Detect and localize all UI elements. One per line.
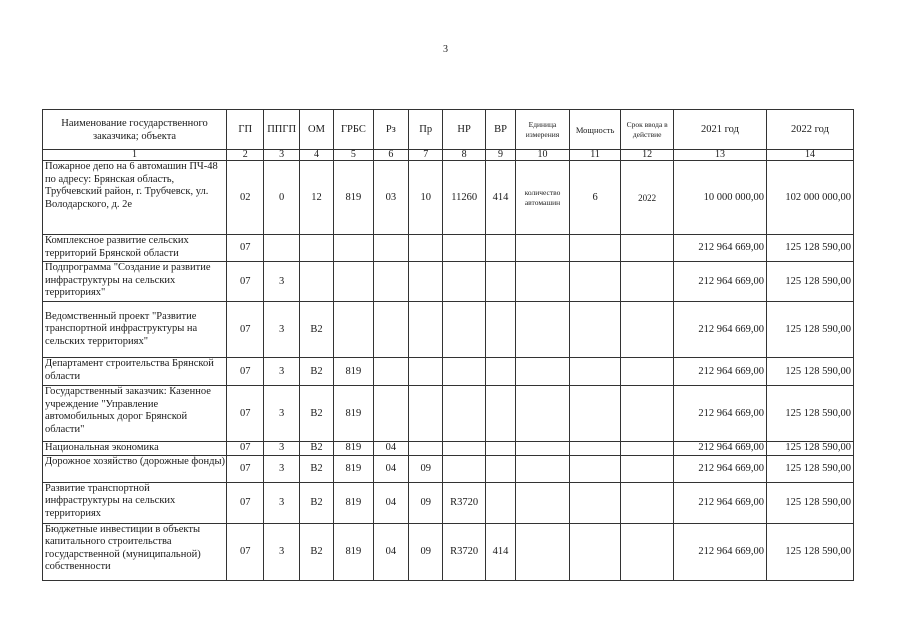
cell-capacity: 6 <box>569 161 621 235</box>
cell-capacity <box>569 386 621 442</box>
cell-2021: 212 964 669,00 <box>673 482 766 523</box>
cell-rz <box>373 358 408 386</box>
cell-unit <box>516 358 570 386</box>
index-cell: 10 <box>516 150 570 161</box>
cell-pr <box>409 302 443 358</box>
cell-unit <box>516 262 570 302</box>
cell-ppgp: 3 <box>264 262 299 302</box>
cell-om: В2 <box>299 482 333 523</box>
row-name: Подпрограмма "Создание и развитие инфраструктуры на сельских территориях" <box>43 262 227 302</box>
table-row <box>43 442 854 456</box>
table-row <box>43 482 854 523</box>
cell-unit <box>516 302 570 358</box>
header-2021: 2021 год <box>673 110 766 150</box>
table-row <box>43 523 854 580</box>
cell-2022: 125 128 590,00 <box>766 386 853 442</box>
cell-nr <box>443 386 485 442</box>
cell-commissioning <box>621 235 674 262</box>
row-name: Комплексное развитие сельских территорий Брянской области <box>43 235 227 262</box>
cell-ppgp: 0 <box>264 161 299 235</box>
row-name: Национальная экономика <box>43 442 227 456</box>
cell-gp: 07 <box>227 386 264 442</box>
header-capacity: Мощность <box>569 110 621 150</box>
cell-ppgp: 3 <box>264 358 299 386</box>
cell-vr <box>485 262 515 302</box>
row-name: Департамент строительства Брянской области <box>43 358 227 386</box>
cell-nr: R3720 <box>443 482 485 523</box>
table-row <box>43 262 854 302</box>
cell-commissioning <box>621 482 674 523</box>
row-name: Государственный заказчик: Казенное учреждение "Управление автомобильных дорог Брянской области" <box>43 386 227 442</box>
cell-om: В2 <box>299 455 333 482</box>
cell-grbs: 819 <box>334 161 373 235</box>
index-cell: 1 <box>43 150 227 161</box>
cell-2022: 125 128 590,00 <box>766 523 853 580</box>
cell-om: В2 <box>299 302 333 358</box>
row-name: Пожарное депо на 6 автомашин ПЧ-48 по адресу: Брянская область, Трубчевский район, г. Трубчевск, ул. Володарского, д. 2е <box>43 161 227 235</box>
cell-nr: 11260 <box>443 161 485 235</box>
cell-2022: 125 128 590,00 <box>766 482 853 523</box>
cell-pr: 09 <box>409 482 443 523</box>
cell-pr: 09 <box>409 523 443 580</box>
cell-ppgp: 3 <box>264 386 299 442</box>
header-gp: ГП <box>227 110 264 150</box>
cell-rz <box>373 386 408 442</box>
header-rz: Рз <box>373 110 408 150</box>
cell-grbs: 819 <box>334 386 373 442</box>
cell-2022: 125 128 590,00 <box>766 302 853 358</box>
cell-capacity <box>569 523 621 580</box>
header-grbs: ГРБС <box>334 110 373 150</box>
cell-nr: R3720 <box>443 523 485 580</box>
cell-capacity <box>569 358 621 386</box>
row-name: Развитие транспортной инфраструктуры на сельских территориях <box>43 482 227 523</box>
cell-vr: 414 <box>485 523 515 580</box>
row-name: Ведомственный проект "Развитие транспортной инфраструктуры на сельских территориях" <box>43 302 227 358</box>
cell-commissioning <box>621 523 674 580</box>
cell-pr <box>409 386 443 442</box>
header-name: Наименование государственного заказчика; объекта <box>43 110 227 150</box>
cell-unit <box>516 442 570 456</box>
cell-pr <box>409 358 443 386</box>
cell-om: В2 <box>299 523 333 580</box>
header-pr: Пр <box>409 110 443 150</box>
cell-gp: 07 <box>227 442 264 456</box>
cell-grbs: 819 <box>334 358 373 386</box>
cell-om: В2 <box>299 386 333 442</box>
row-name: Дорожное хозяйство (дорожные фонды) <box>43 455 227 482</box>
cell-nr <box>443 262 485 302</box>
index-cell: 11 <box>569 150 621 161</box>
cell-grbs <box>334 235 373 262</box>
cell-rz: 04 <box>373 482 408 523</box>
cell-vr <box>485 302 515 358</box>
cell-nr <box>443 235 485 262</box>
cell-om: В2 <box>299 442 333 456</box>
cell-grbs <box>334 302 373 358</box>
column-index-row <box>43 150 854 161</box>
cell-nr <box>443 442 485 456</box>
cell-ppgp <box>264 235 299 262</box>
index-cell: 5 <box>334 150 373 161</box>
header-commissioning: Срок ввода в действие <box>621 110 674 150</box>
cell-nr <box>443 455 485 482</box>
cell-capacity <box>569 455 621 482</box>
table-row <box>43 358 854 386</box>
cell-2022: 125 128 590,00 <box>766 358 853 386</box>
cell-pr <box>409 442 443 456</box>
cell-commissioning <box>621 386 674 442</box>
cell-commissioning <box>621 455 674 482</box>
cell-2022: 102 000 000,00 <box>766 161 853 235</box>
cell-2022: 125 128 590,00 <box>766 455 853 482</box>
cell-commissioning <box>621 442 674 456</box>
cell-commissioning <box>621 302 674 358</box>
cell-capacity <box>569 482 621 523</box>
table-row <box>43 386 854 442</box>
table-row <box>43 455 854 482</box>
cell-2021: 212 964 669,00 <box>673 442 766 456</box>
cell-pr: 10 <box>409 161 443 235</box>
index-cell: 9 <box>485 150 515 161</box>
table-row <box>43 302 854 358</box>
index-cell: 14 <box>766 150 853 161</box>
cell-ppgp: 3 <box>264 455 299 482</box>
cell-gp: 07 <box>227 455 264 482</box>
cell-rz: 04 <box>373 523 408 580</box>
cell-vr <box>485 358 515 386</box>
cell-capacity <box>569 302 621 358</box>
cell-unit <box>516 455 570 482</box>
cell-commissioning <box>621 358 674 386</box>
cell-pr <box>409 262 443 302</box>
page-number: 3 <box>443 44 448 55</box>
cell-commissioning: 2022 <box>621 161 674 235</box>
cell-gp: 07 <box>227 235 264 262</box>
cell-vr <box>485 235 515 262</box>
cell-gp: 02 <box>227 161 264 235</box>
cell-om <box>299 262 333 302</box>
index-cell: 7 <box>409 150 443 161</box>
cell-rz: 04 <box>373 442 408 456</box>
cell-om: 12 <box>299 161 333 235</box>
cell-grbs: 819 <box>334 523 373 580</box>
cell-unit <box>516 235 570 262</box>
cell-vr: 414 <box>485 161 515 235</box>
cell-om <box>299 235 333 262</box>
header-unit: Единица измерения <box>516 110 570 150</box>
index-cell: 3 <box>264 150 299 161</box>
cell-nr <box>443 358 485 386</box>
cell-2021: 212 964 669,00 <box>673 358 766 386</box>
index-cell: 4 <box>299 150 333 161</box>
cell-ppgp: 3 <box>264 523 299 580</box>
cell-grbs: 819 <box>334 455 373 482</box>
cell-gp: 07 <box>227 482 264 523</box>
cell-2021: 212 964 669,00 <box>673 386 766 442</box>
table-row <box>43 161 854 235</box>
header-vr: ВР <box>485 110 515 150</box>
cell-2022: 125 128 590,00 <box>766 442 853 456</box>
cell-unit <box>516 482 570 523</box>
index-cell: 6 <box>373 150 408 161</box>
cell-rz <box>373 262 408 302</box>
cell-2021: 212 964 669,00 <box>673 302 766 358</box>
cell-2022: 125 128 590,00 <box>766 262 853 302</box>
cell-ppgp: 3 <box>264 482 299 523</box>
header-ppgp: ППГП <box>264 110 299 150</box>
cell-capacity <box>569 442 621 456</box>
cell-capacity <box>569 262 621 302</box>
cell-grbs <box>334 262 373 302</box>
cell-gp: 07 <box>227 358 264 386</box>
cell-vr <box>485 442 515 456</box>
index-cell: 2 <box>227 150 264 161</box>
cell-gp: 07 <box>227 302 264 358</box>
investment-table <box>42 109 854 581</box>
cell-gp: 07 <box>227 262 264 302</box>
cell-vr <box>485 386 515 442</box>
cell-rz <box>373 235 408 262</box>
index-cell: 13 <box>673 150 766 161</box>
cell-2021: 212 964 669,00 <box>673 235 766 262</box>
cell-grbs: 819 <box>334 442 373 456</box>
cell-vr <box>485 482 515 523</box>
header-om: ОМ <box>299 110 333 150</box>
cell-commissioning <box>621 262 674 302</box>
cell-2021: 212 964 669,00 <box>673 455 766 482</box>
cell-nr <box>443 302 485 358</box>
table-row <box>43 235 854 262</box>
cell-rz <box>373 302 408 358</box>
cell-2021: 212 964 669,00 <box>673 523 766 580</box>
cell-2021: 212 964 669,00 <box>673 262 766 302</box>
cell-vr <box>485 455 515 482</box>
cell-pr <box>409 235 443 262</box>
cell-grbs: 819 <box>334 482 373 523</box>
cell-om: В2 <box>299 358 333 386</box>
cell-pr: 09 <box>409 455 443 482</box>
cell-2021: 10 000 000,00 <box>673 161 766 235</box>
index-cell: 8 <box>443 150 485 161</box>
index-cell: 12 <box>621 150 674 161</box>
row-name: Бюджетные инвестиции в объекты капитального строительства государственной (муниципальной) собственности <box>43 523 227 580</box>
cell-ppgp: 3 <box>264 302 299 358</box>
cell-capacity <box>569 235 621 262</box>
cell-unit <box>516 386 570 442</box>
cell-2022: 125 128 590,00 <box>766 235 853 262</box>
cell-unit: количество автомашин <box>516 161 570 235</box>
cell-ppgp: 3 <box>264 442 299 456</box>
header-2022: 2022 год <box>766 110 853 150</box>
cell-gp: 07 <box>227 523 264 580</box>
header-row <box>43 110 854 150</box>
cell-rz: 03 <box>373 161 408 235</box>
cell-unit <box>516 523 570 580</box>
header-nr: НР <box>443 110 485 150</box>
cell-rz: 04 <box>373 455 408 482</box>
